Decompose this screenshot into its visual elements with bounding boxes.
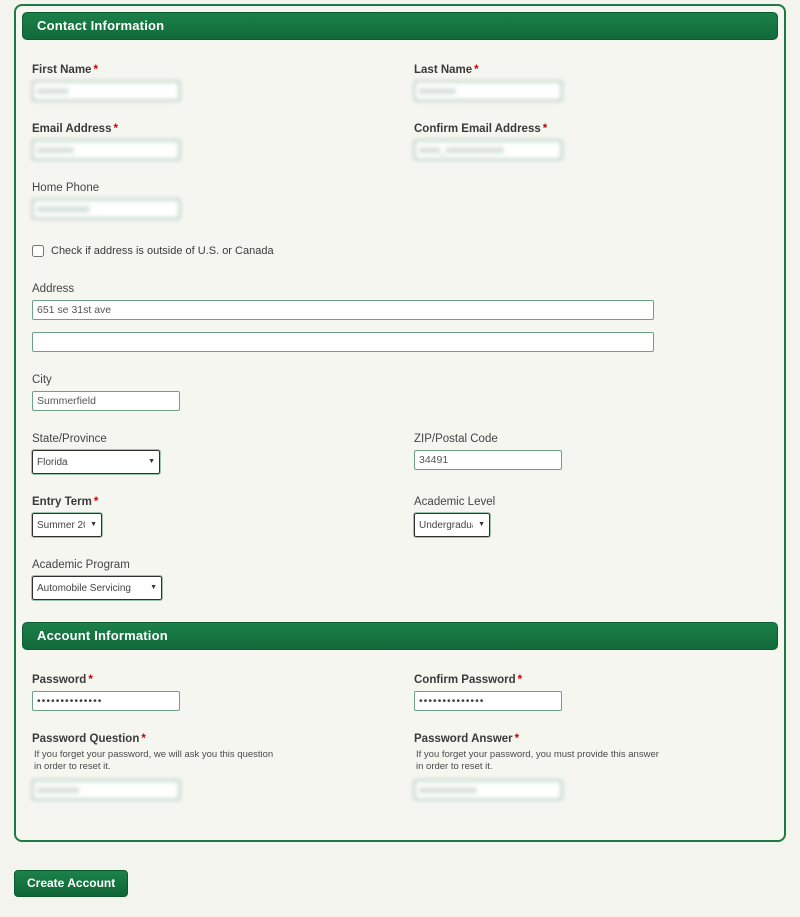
- password-qa-row: [32, 733, 768, 822]
- zip-input[interactable]: [414, 450, 562, 470]
- name-row: [32, 64, 768, 123]
- password-question-label-text: Password Question: [32, 733, 140, 745]
- entry-term-label-text: Entry Term: [32, 496, 92, 508]
- term-level-row: [32, 496, 768, 559]
- required-marker: *: [88, 674, 93, 686]
- address-line2-input[interactable]: [32, 332, 654, 352]
- required-marker: *: [93, 496, 99, 508]
- address-label: [32, 283, 768, 295]
- last-name-label-text: Last Name: [414, 64, 473, 76]
- password-question-field: [32, 733, 414, 800]
- city-label-text: City: [32, 374, 52, 386]
- home-phone-label: [32, 182, 414, 194]
- confirm-password-field: [414, 674, 768, 711]
- zip-label-text: ZIP/Postal Code: [414, 433, 498, 445]
- password-input[interactable]: [32, 691, 180, 711]
- entry-term-select[interactable]: [32, 513, 102, 537]
- required-marker: *: [474, 64, 479, 76]
- required-marker: *: [542, 123, 548, 135]
- city-field: [32, 374, 768, 411]
- last-name-label: [414, 64, 768, 76]
- state-zip-row: [32, 433, 768, 496]
- outside-us-checkbox[interactable]: [32, 245, 44, 257]
- password-label: [32, 674, 414, 686]
- password-answer-label: [414, 733, 768, 745]
- first-name-label-text: First Name: [32, 64, 92, 76]
- email-input[interactable]: [32, 140, 180, 160]
- contact-section-header: [22, 12, 778, 40]
- required-marker: *: [514, 733, 520, 745]
- academic-level-field: [414, 496, 768, 537]
- confirm-email-field: [414, 123, 768, 160]
- password-question-help: If you forget your password, we will ask you this question in order to reset it.: [34, 749, 274, 772]
- chevron-down-icon: ▼: [478, 521, 485, 528]
- phone-row: [32, 182, 768, 241]
- academic-program-label: [32, 559, 768, 571]
- home-phone-label-text: Home Phone: [32, 182, 100, 194]
- chevron-down-icon: ▼: [90, 521, 97, 528]
- create-account-button[interactable]: Create Account: [14, 870, 128, 897]
- entry-term-label: [32, 496, 414, 508]
- address-line1-input[interactable]: [32, 300, 654, 320]
- state-label-text: State/Province: [32, 433, 107, 445]
- password-row: [32, 674, 768, 733]
- last-name-field: [414, 64, 768, 101]
- academic-program-label-text: Academic Program: [32, 559, 130, 571]
- academic-program-select[interactable]: [32, 576, 162, 600]
- confirm-password-input[interactable]: [414, 691, 562, 711]
- password-question-label: [32, 733, 414, 745]
- first-name-input[interactable]: [32, 81, 180, 101]
- confirm-email-label: [414, 123, 768, 135]
- state-field: [32, 433, 414, 474]
- home-phone-input[interactable]: [32, 199, 180, 219]
- academic-level-label-text: Academic Level: [414, 496, 496, 508]
- city-label: [32, 374, 768, 386]
- required-marker: *: [141, 733, 146, 745]
- password-question-input[interactable]: [32, 780, 180, 800]
- password-answer-field: [414, 733, 768, 800]
- account-section-header: [22, 622, 778, 650]
- chevron-down-icon: ▼: [150, 584, 157, 591]
- email-row: [32, 123, 768, 182]
- password-label-text: Password: [32, 674, 87, 686]
- password-answer-input[interactable]: [414, 780, 562, 800]
- confirm-email-label-text: Confirm Email Address: [414, 123, 541, 135]
- registration-form: [14, 4, 786, 842]
- academic-program-field: [32, 559, 768, 600]
- required-marker: *: [517, 674, 523, 686]
- outside-us-checkbox-row: [32, 245, 768, 257]
- contact-section-title: Contact Information: [37, 18, 165, 33]
- email-label: [32, 123, 414, 135]
- address-label-text: Address: [32, 283, 75, 295]
- zip-field: [414, 433, 768, 470]
- contact-section-body: [22, 40, 778, 600]
- confirm-password-label: [414, 674, 768, 686]
- entry-term-field: [32, 496, 414, 537]
- academic-level-label: [414, 496, 768, 508]
- academic-level-select[interactable]: [414, 513, 490, 537]
- confirm-email-input[interactable]: [414, 140, 562, 160]
- city-input[interactable]: [32, 391, 180, 411]
- required-marker: *: [113, 123, 118, 135]
- first-name-field: [32, 64, 414, 101]
- account-section-title: Account Information: [37, 628, 168, 643]
- address-field: [32, 283, 768, 352]
- required-marker: *: [93, 64, 98, 76]
- email-label-text: Email Address: [32, 123, 112, 135]
- outside-us-checkbox-label: Check if address is outside of U.S. or Canada: [51, 245, 274, 257]
- home-phone-field: [32, 182, 414, 219]
- account-section-body: [22, 650, 778, 822]
- confirm-password-label-text: Confirm Password: [414, 674, 516, 686]
- zip-label: [414, 433, 768, 445]
- password-answer-label-text: Password Answer: [414, 733, 513, 745]
- state-label: [32, 433, 414, 445]
- state-select[interactable]: [32, 450, 160, 474]
- email-field: [32, 123, 414, 160]
- chevron-down-icon: ▼: [148, 458, 155, 465]
- password-field: [32, 674, 414, 711]
- password-answer-help: If you forget your password, you must provide this answer in order to reset it.: [416, 749, 659, 772]
- last-name-input[interactable]: [414, 81, 562, 101]
- first-name-label: [32, 64, 414, 76]
